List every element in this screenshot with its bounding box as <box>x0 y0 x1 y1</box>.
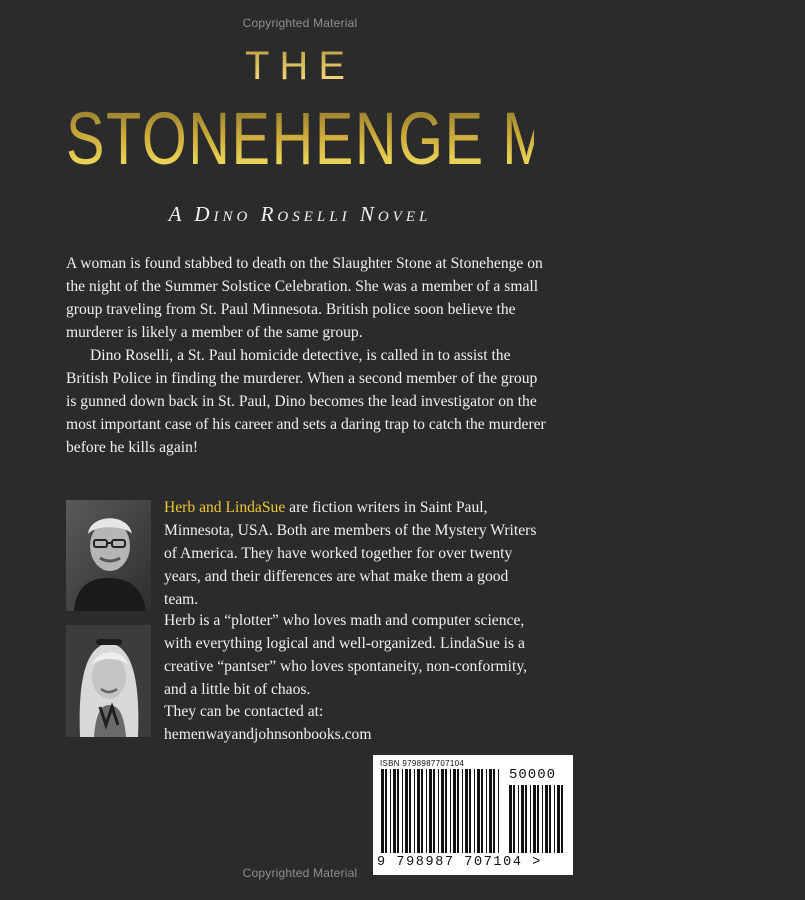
author-bio-intro-text: are fiction writers in Saint Paul, Minnesota, USA. Both are members of the Mystery Writers of America. They have worked together for over twenty years, and their differences are what make them a good team. <box>164 499 537 608</box>
isbn-barcode <box>373 755 573 875</box>
price-code: 50000 <box>509 767 557 783</box>
book-title: STONEHENGE MURDERS <box>66 97 805 180</box>
title-the: THE <box>0 44 600 89</box>
author-photo-herb <box>66 500 151 611</box>
contact-website: hemenwayandjohnsonbooks.com <box>164 726 372 743</box>
copyright-watermark-top: Copyrighted Material <box>242 16 358 30</box>
author-bio-personalities <box>164 609 544 701</box>
portrait-lindasue-icon <box>66 625 151 737</box>
copyright-watermark-bottom: Copyrighted Material <box>242 866 358 880</box>
barcode-digits: 9 798987 707104 > <box>377 855 542 870</box>
author-bio-intro <box>164 496 544 611</box>
blurb-paragraph-1: A woman is found stabbed to death on the Slaughter Stone at Stonehenge on the night of the Summer Solstice Celebration. She was a member of a small group traveling from St. Paul Minnesota. British police soon believe the murderer is likely a member of the same group. <box>66 255 543 341</box>
author-names: Herb and LindaSue <box>164 499 286 516</box>
blurb-paragraph-2: Dino Roselli, a St. Paul homicide detective, is called in to assist the British Police in finding the murderer. When a second member of the group is gunned down back in St. Paul, Dino becomes the lead investigator on the most important case of his career and sets a daring trap to catch the murderer before he kills again! <box>66 347 546 456</box>
book-blurb <box>66 252 546 459</box>
author-photo-lindasue <box>66 625 151 737</box>
isbn-label: ISBN 9798987707104 <box>380 759 465 768</box>
series-subtitle: A Dino Roselli Novel <box>168 202 432 226</box>
author-contact <box>164 700 544 746</box>
contact-label: They can be contacted at: <box>164 703 324 720</box>
author-bio-personalities-text: Herb is a “plotter” who loves math and computer science, with everything logical and well-organized. LindaSue is a creative “pantser” who loves spontaneity, non-conformity, and a little bit of chaos. <box>164 612 528 698</box>
portrait-herb-icon <box>66 500 151 611</box>
